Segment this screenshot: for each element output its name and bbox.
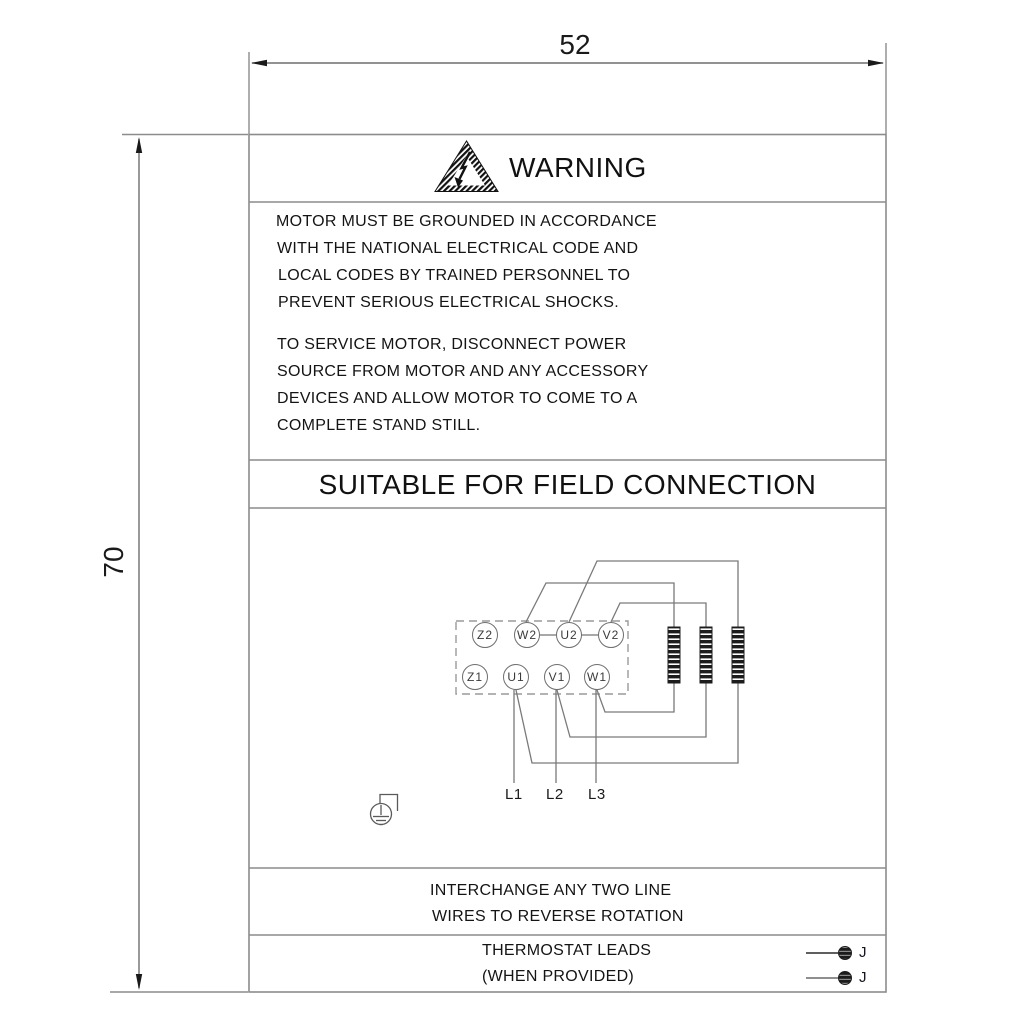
warning-text-line: PREVENT SERIOUS ELECTRICAL SHOCKS. xyxy=(278,294,619,311)
rotation-note-line: INTERCHANGE ANY TWO LINE xyxy=(430,882,672,899)
label-border-and-sections xyxy=(249,135,886,993)
warning-text-line: COMPLETE STAND STILL. xyxy=(277,417,481,434)
motor-winding-coils-icon xyxy=(668,627,744,683)
line-label-l2: L2 xyxy=(546,786,564,803)
thermostat-note-line: THERMOSTAT LEADS xyxy=(482,942,652,959)
warning-text-line: SOURCE FROM MOTOR AND ANY ACCESSORY xyxy=(277,363,649,380)
field-connection-title: SUITABLE FOR FIELD CONNECTION xyxy=(318,469,817,500)
line-label-l1: L1 xyxy=(505,786,523,803)
terminal-label: V1 xyxy=(548,670,566,684)
terminal-label: U2 xyxy=(560,628,578,642)
terminal-label: V2 xyxy=(602,628,620,642)
warning-text-line: TO SERVICE MOTOR, DISCONNECT POWER xyxy=(277,336,627,353)
terminal-u2 xyxy=(556,622,582,648)
warning-title: WARNING xyxy=(509,152,647,183)
warning-text-line: LOCAL CODES BY TRAINED PERSONNEL TO xyxy=(278,267,631,284)
arrowhead-left-icon xyxy=(251,60,267,66)
ground-icon xyxy=(371,795,398,825)
thermostat-lead-symbols xyxy=(806,947,852,985)
warning-text-line: WITH THE NATIONAL ELECTRICAL CODE AND xyxy=(277,240,639,257)
arrowhead-right-icon xyxy=(868,60,884,66)
rotation-note-line: WIRES TO REVERSE ROTATION xyxy=(432,908,684,925)
terminal-v1 xyxy=(544,664,570,690)
terminal-label: U1 xyxy=(507,670,525,684)
terminal-label: Z2 xyxy=(476,628,493,642)
height-dimension-value: 70 xyxy=(98,546,129,578)
arrowhead-up-icon xyxy=(136,137,142,153)
lead-terminal-icon xyxy=(839,947,852,960)
thermostat-note-line: (WHEN PROVIDED) xyxy=(482,968,635,985)
lead-terminal-icon xyxy=(839,972,852,985)
warning-text-line: DEVICES AND ALLOW MOTOR TO COME TO A xyxy=(277,390,638,407)
lead-label-j2: J xyxy=(859,969,867,986)
terminal-label: W2 xyxy=(517,628,537,642)
terminal-w2 xyxy=(514,622,540,648)
terminal-w1 xyxy=(584,664,610,690)
width-dimension-value: 52 xyxy=(559,29,591,60)
terminal-z1 xyxy=(462,664,488,690)
terminal-label: Z1 xyxy=(466,670,483,684)
warning-text-line: MOTOR MUST BE GROUNDED IN ACCORDANCE xyxy=(276,213,657,230)
terminal-v2 xyxy=(598,622,624,648)
arrowhead-down-icon xyxy=(136,974,142,990)
lead-label-j1: J xyxy=(859,944,867,961)
warning-triangle-icon xyxy=(435,141,498,192)
line-label-l3: L3 xyxy=(588,786,606,803)
terminal-u1 xyxy=(503,664,529,690)
terminal-label: W1 xyxy=(587,670,607,684)
terminal-z2 xyxy=(472,622,498,648)
